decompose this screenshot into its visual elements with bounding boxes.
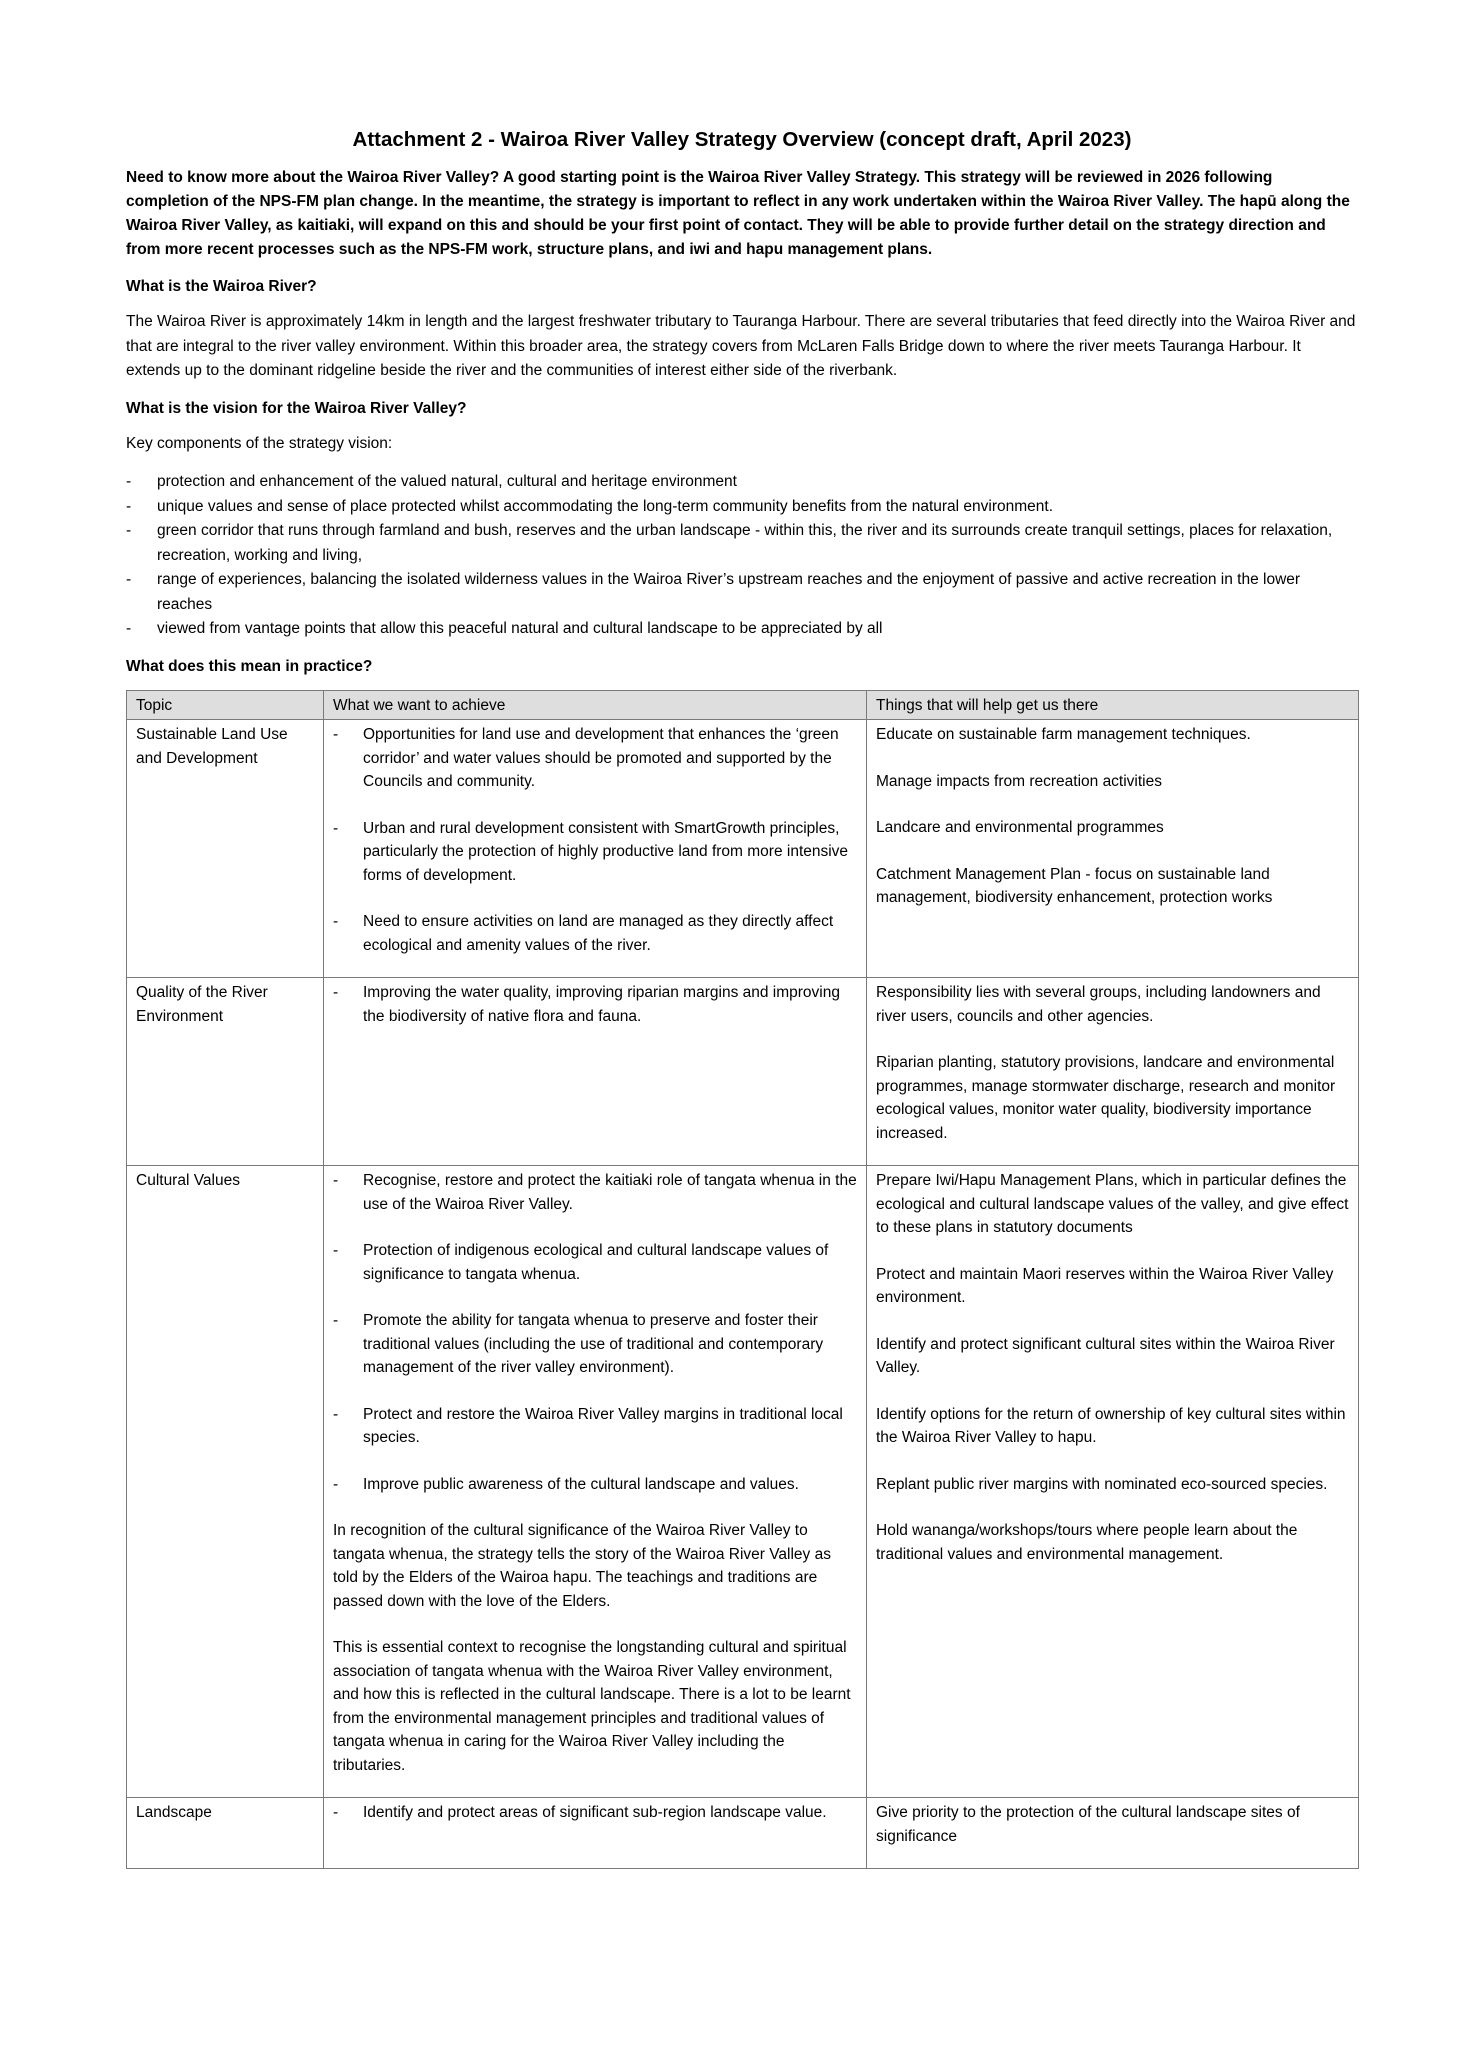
- help-item: Protect and maintain Maori reserves within the Wairoa River Valley environment.: [876, 1265, 1334, 1306]
- achieve-bullet: [333, 910, 857, 957]
- help-item: Give priority to the protection of the cultural landscape sites of significance: [876, 1804, 1300, 1845]
- achieve-text: Need to ensure activities on land are managed as they directly affect ecological and amenity values of the river.: [363, 913, 834, 954]
- help-item: Prepare Iwi/Hapu Management Plans, which in particular defines the ecological and cultural landscape values of the valley, and give effect to these plans in statutory documents: [876, 1172, 1349, 1236]
- dash-marker: -: [333, 1475, 339, 1493]
- achieve-note: In recognition of the cultural significance of the Wairoa River Valley to tangata whenua, the strategy tells the story of the Wairoa River Valley as told by the Elders of the Wairoa hapu. The teachings and traditions are passed down with the love of the Elders.: [333, 1522, 831, 1610]
- table-row: [127, 1166, 1359, 1798]
- table-body: [127, 720, 1359, 1869]
- document-title: Attachment 2 - Wairoa River Valley Strategy Overview (concept draft, April 2023): [352, 128, 1132, 151]
- dash-marker: -: [333, 984, 339, 1001]
- dash-marker: -: [333, 913, 339, 930]
- achieve-bullet: [333, 1239, 857, 1286]
- topic-cell: Quality of the River Environment: [127, 978, 324, 1166]
- achieve-note: This is essential context to recognise the longstanding cultural and spiritual association of tangata whenua with the Wairoa River Valley environment, and how this is reflected in the cultural landscape. There is a lot to be learnt from the environmental management principles and traditional values of tangata whenua in caring for the Wairoa River Valley including the tributaries.: [333, 1639, 851, 1774]
- topic-cell: Sustainable Land Use and Development: [127, 720, 324, 978]
- vision-item: - range of experiences, balancing the isolated wilderness values in the Wairoa River’s upstream reaches and the enjoyment of passive and active recreation in the lower reaches: [126, 568, 1358, 617]
- achieve-bullet: [333, 1403, 857, 1450]
- achieve-bullet: [333, 981, 857, 1028]
- vision-item: - green corridor that runs through farmland and bush, reserves and the urban landscape - within this, the river and its surrounds create tranquil settings, places for relaxation, recreation, working and living,: [126, 519, 1358, 568]
- dash-marker: -: [333, 1242, 339, 1259]
- help-item: Replant public river margins with nominated eco-sourced species.: [876, 1475, 1328, 1493]
- table-header-row: [127, 690, 1359, 720]
- achieve-text: Opportunities for land use and development that enhances the ‘green corridor’ and water values should be promoted and supported by the Councils and community.: [363, 726, 839, 790]
- achieve-text: Improving the water quality, improving riparian margins and improving the biodiversity of native flora and fauna.: [363, 984, 840, 1025]
- achieve-text: Improve public awareness of the cultural landscape and values.: [363, 1475, 799, 1493]
- what-is-paragraph: The Wairoa River is approximately 14km in length and the largest freshwater tributary to Tauranga Harbour. There are several tributaries that feed directly into the Wairoa River and that are integral to the river valley environment. Within this broader area, the strategy covers from McLaren Falls Bridge down to where the river meets Tauranga Harbour. It extends up to the dominant ridgeline beside the river and the communities of interest either side of the riverbank.: [126, 313, 1356, 379]
- achieve-cell: [324, 1798, 867, 1869]
- topic-cell: Cultural Values: [127, 1166, 324, 1798]
- help-cell: [867, 720, 1359, 978]
- vision-item: - viewed from vantage points that allow this peaceful natural and cultural landscape to be appreciated by all: [126, 617, 1358, 642]
- help-item: Riparian planting, statutory provisions, landcare and environmental programmes, manage stormwater discharge, research and monitor ecological values, monitor water quality, biodiversity importance increased.: [876, 1054, 1336, 1142]
- help-item: Hold wananga/workshops/tours where people learn about the traditional values and environmental management.: [876, 1522, 1298, 1563]
- achieve-bullet: [333, 1309, 857, 1380]
- heading-practice: What does this mean in practice?: [126, 657, 373, 675]
- help-item: Identify options for the return of ownership of key cultural sites within the Wairoa River Valley to hapu.: [876, 1405, 1346, 1446]
- dash-marker: -: [333, 1405, 339, 1423]
- topic-cell: Landscape: [127, 1798, 324, 1869]
- help-cell: [867, 1798, 1359, 1869]
- help-item: Landcare and environmental programmes: [876, 819, 1164, 836]
- help-item: Educate on sustainable farm management techniques.: [876, 726, 1251, 743]
- achieve-text: Protect and restore the Wairoa River Valley margins in traditional local species.: [363, 1405, 843, 1446]
- vision-item: - unique values and sense of place protected whilst accommodating the long-term community benefits from the natural environment.: [126, 495, 1358, 520]
- achieve-bullet: [333, 1169, 857, 1216]
- document-page: [126, 126, 1358, 1869]
- table-row: [127, 978, 1359, 1166]
- achieve-bullet: [333, 1473, 857, 1497]
- intro-paragraph: Need to know more about the Wairoa River Valley? A good starting point is the Wairoa River Valley Strategy. This strategy will be reviewed in 2026 following completion of the NPS-FM plan change. In the meantime, the strategy is important to reflect in any work undertaken within the Wairoa River Valley. The hapū along the Wairoa River Valley, as kaitiaki, will expand on this and should be your first point of contact. They will be able to provide further detail on the strategy direction and from more recent processes such as the NPS-FM work, structure plans, and iwi and hapu management plans.: [126, 169, 1350, 258]
- achieve-bullet: [333, 817, 857, 888]
- heading-what-is: What is the Wairoa River?: [126, 278, 317, 295]
- achieve-text: Promote the ability for tangata whenua to preserve and foster their traditional values (including the use of traditional and contemporary management of the river valley environment).: [363, 1312, 824, 1376]
- help-item: Identify and protect significant cultural sites within the Wairoa River Valley.: [876, 1335, 1335, 1376]
- vision-item: - protection and enhancement of the valued natural, cultural and heritage environment: [126, 470, 1358, 495]
- achieve-text: Protection of indigenous ecological and cultural landscape values of significance to tangata whenua.: [363, 1242, 829, 1283]
- achieve-text: Urban and rural development consistent with SmartGrowth principles, particularly the protection of highly productive land from more intensive forms of development.: [363, 819, 849, 884]
- header-achieve: What we want to achieve: [324, 690, 867, 720]
- dash-marker: -: [333, 819, 339, 837]
- achieve-bullet: [333, 723, 857, 794]
- header-topic: Topic: [127, 690, 324, 720]
- strategy-table: [126, 690, 1359, 1870]
- achieve-text: Identify and protect areas of significant sub-region landscape value.: [363, 1804, 827, 1821]
- dash-marker: -: [333, 1172, 339, 1189]
- vision-lead: Key components of the strategy vision:: [126, 434, 393, 452]
- vision-list: [126, 470, 1358, 642]
- achieve-bullet: [333, 1801, 857, 1825]
- header-help: Things that will help get us there: [867, 690, 1359, 720]
- help-item: Responsibility lies with several groups, including landowners and river users, councils and other agencies.: [876, 984, 1321, 1025]
- help-cell: [867, 978, 1359, 1166]
- achieve-cell: [324, 978, 867, 1166]
- heading-vision: What is the vision for the Wairoa River Valley?: [126, 399, 467, 417]
- help-item: Catchment Management Plan - focus on sustainable land management, biodiversity enhancement, protection works: [876, 865, 1273, 906]
- dash-marker: -: [333, 1312, 339, 1329]
- dash-marker: -: [333, 1804, 339, 1821]
- achieve-cell: [324, 720, 867, 978]
- table-row: [127, 720, 1359, 978]
- achieve-text: Recognise, restore and protect the kaitiaki role of tangata whenua in the use of the Wairoa River Valley.: [363, 1172, 857, 1213]
- achieve-cell: [324, 1166, 867, 1798]
- help-item: Manage impacts from recreation activities: [876, 772, 1163, 790]
- help-cell: [867, 1166, 1359, 1798]
- table-row: [127, 1798, 1359, 1869]
- dash-marker: -: [333, 726, 339, 743]
